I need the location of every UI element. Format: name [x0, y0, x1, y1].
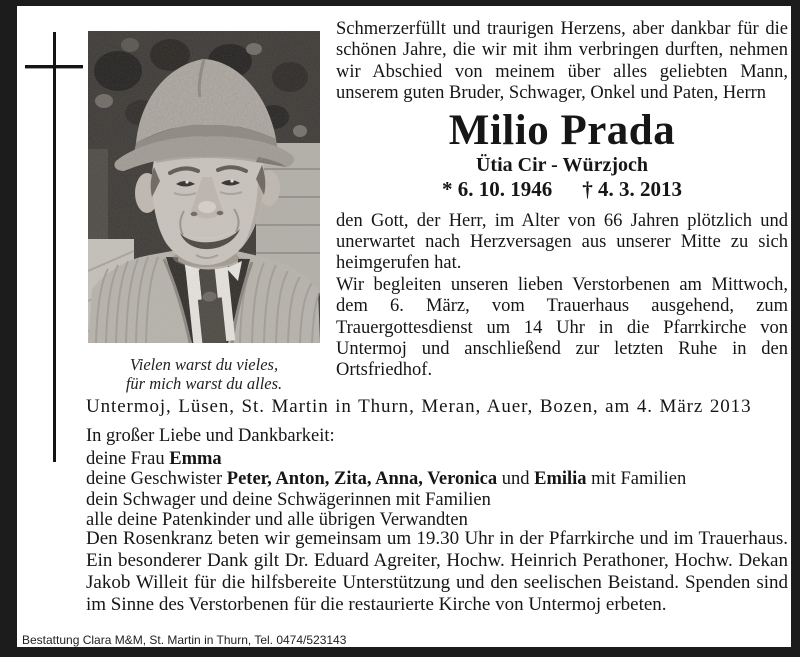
family-siblings-suffix: mit Familien — [586, 469, 687, 490]
intro-paragraph: Schmerzerfüllt und traurigen Herzens, aber dankbar für die schönen Jahre, die wir mit ihm verbringen durften, nehmen wir Abschied von meinem über alles geliebten Mann, unserem guten Bruder, Schwager, Onkel und Paten, Herrn — [336, 19, 788, 104]
photo-caption-line1: Vielen warst du vieles, — [129, 355, 279, 374]
family-line-siblings — [86, 469, 786, 489]
family-heading: In großer Liebe und Dankbarkeit: — [86, 426, 335, 446]
deceased-name: Milio Prada — [448, 106, 676, 154]
family-section — [86, 426, 786, 530]
family-siblings-prefix: deine Geschwister — [86, 469, 227, 490]
family-line-inlaws: dein Schwager und deine Schwägerinnen mit Familien — [86, 489, 491, 510]
funeral-home-footer: Bestattung Clara M&M, St. Martin in Thurn, Tel. 0474/523143 — [22, 633, 347, 647]
family-siblings-mid: und — [497, 469, 535, 490]
death-notice — [17, 6, 791, 647]
family-line-godchildren: alle deine Patenkinder und alle übrigen Verwandten — [86, 509, 468, 530]
funeral-details-paragraph: Wir begleiten unseren lieben Verstorbenen am Mittwoch, dem 6. März, vom Trauerhaus ausgehend, zum Trauergottesdienst um 14 Uhr in die Pfarrkirche von Untermoj und anschließend zur letzten Ruhe in den Ortsfriedhof. — [336, 274, 788, 381]
death-circumstances-paragraph: den Gott, der Herr, im Alter von 66 Jahren plötzlich und unerwartet nach Herzversagen aus unserer Mitte zu sich heimgerufen hat. — [336, 210, 788, 274]
portrait-photo — [88, 31, 320, 343]
family-wife-name: Emma — [169, 449, 222, 470]
photo-caption — [78, 355, 330, 393]
cross-icon — [22, 28, 84, 466]
family-wife-prefix: deine Frau — [86, 449, 170, 470]
family-siblings-names: Peter, Anton, Zita, Anna, Veronica — [226, 469, 498, 490]
life-dates — [336, 177, 788, 202]
family-siblings-name2: Emilia — [534, 469, 587, 490]
place-subtitle: Ütia Cir - Würzjoch — [475, 153, 648, 176]
rosary-thanks-paragraph: Den Rosenkranz beten wir gemeinsam um 19.30 Uhr in der Pfarrkirche und im Trauerhaus. Ein besonderer Dank gilt Dr. Eduard Agreiter, Hochw. Heinrich Perathoner, Hochw. Dekan Jakob Willeit für die hilfsbereite Unterstützung und den seelischen Beistand. Spenden sind im Sinne des Verstorbenen für die restaurierte Kirche von Untermoj erbeten. — [86, 528, 788, 615]
photo-caption-line2: für mich warst du alles. — [125, 374, 283, 393]
family-line-wife — [86, 449, 786, 469]
death-date: † 4. 3. 2013 — [582, 176, 682, 201]
birth-date: * 6. 10. 1946 — [442, 176, 553, 201]
announcement-column — [336, 19, 788, 382]
location-date-line: Untermoj, Lüsen, St. Martin in Thurn, Meran, Auer, Bozen, am 4. März 2013 — [86, 396, 752, 417]
